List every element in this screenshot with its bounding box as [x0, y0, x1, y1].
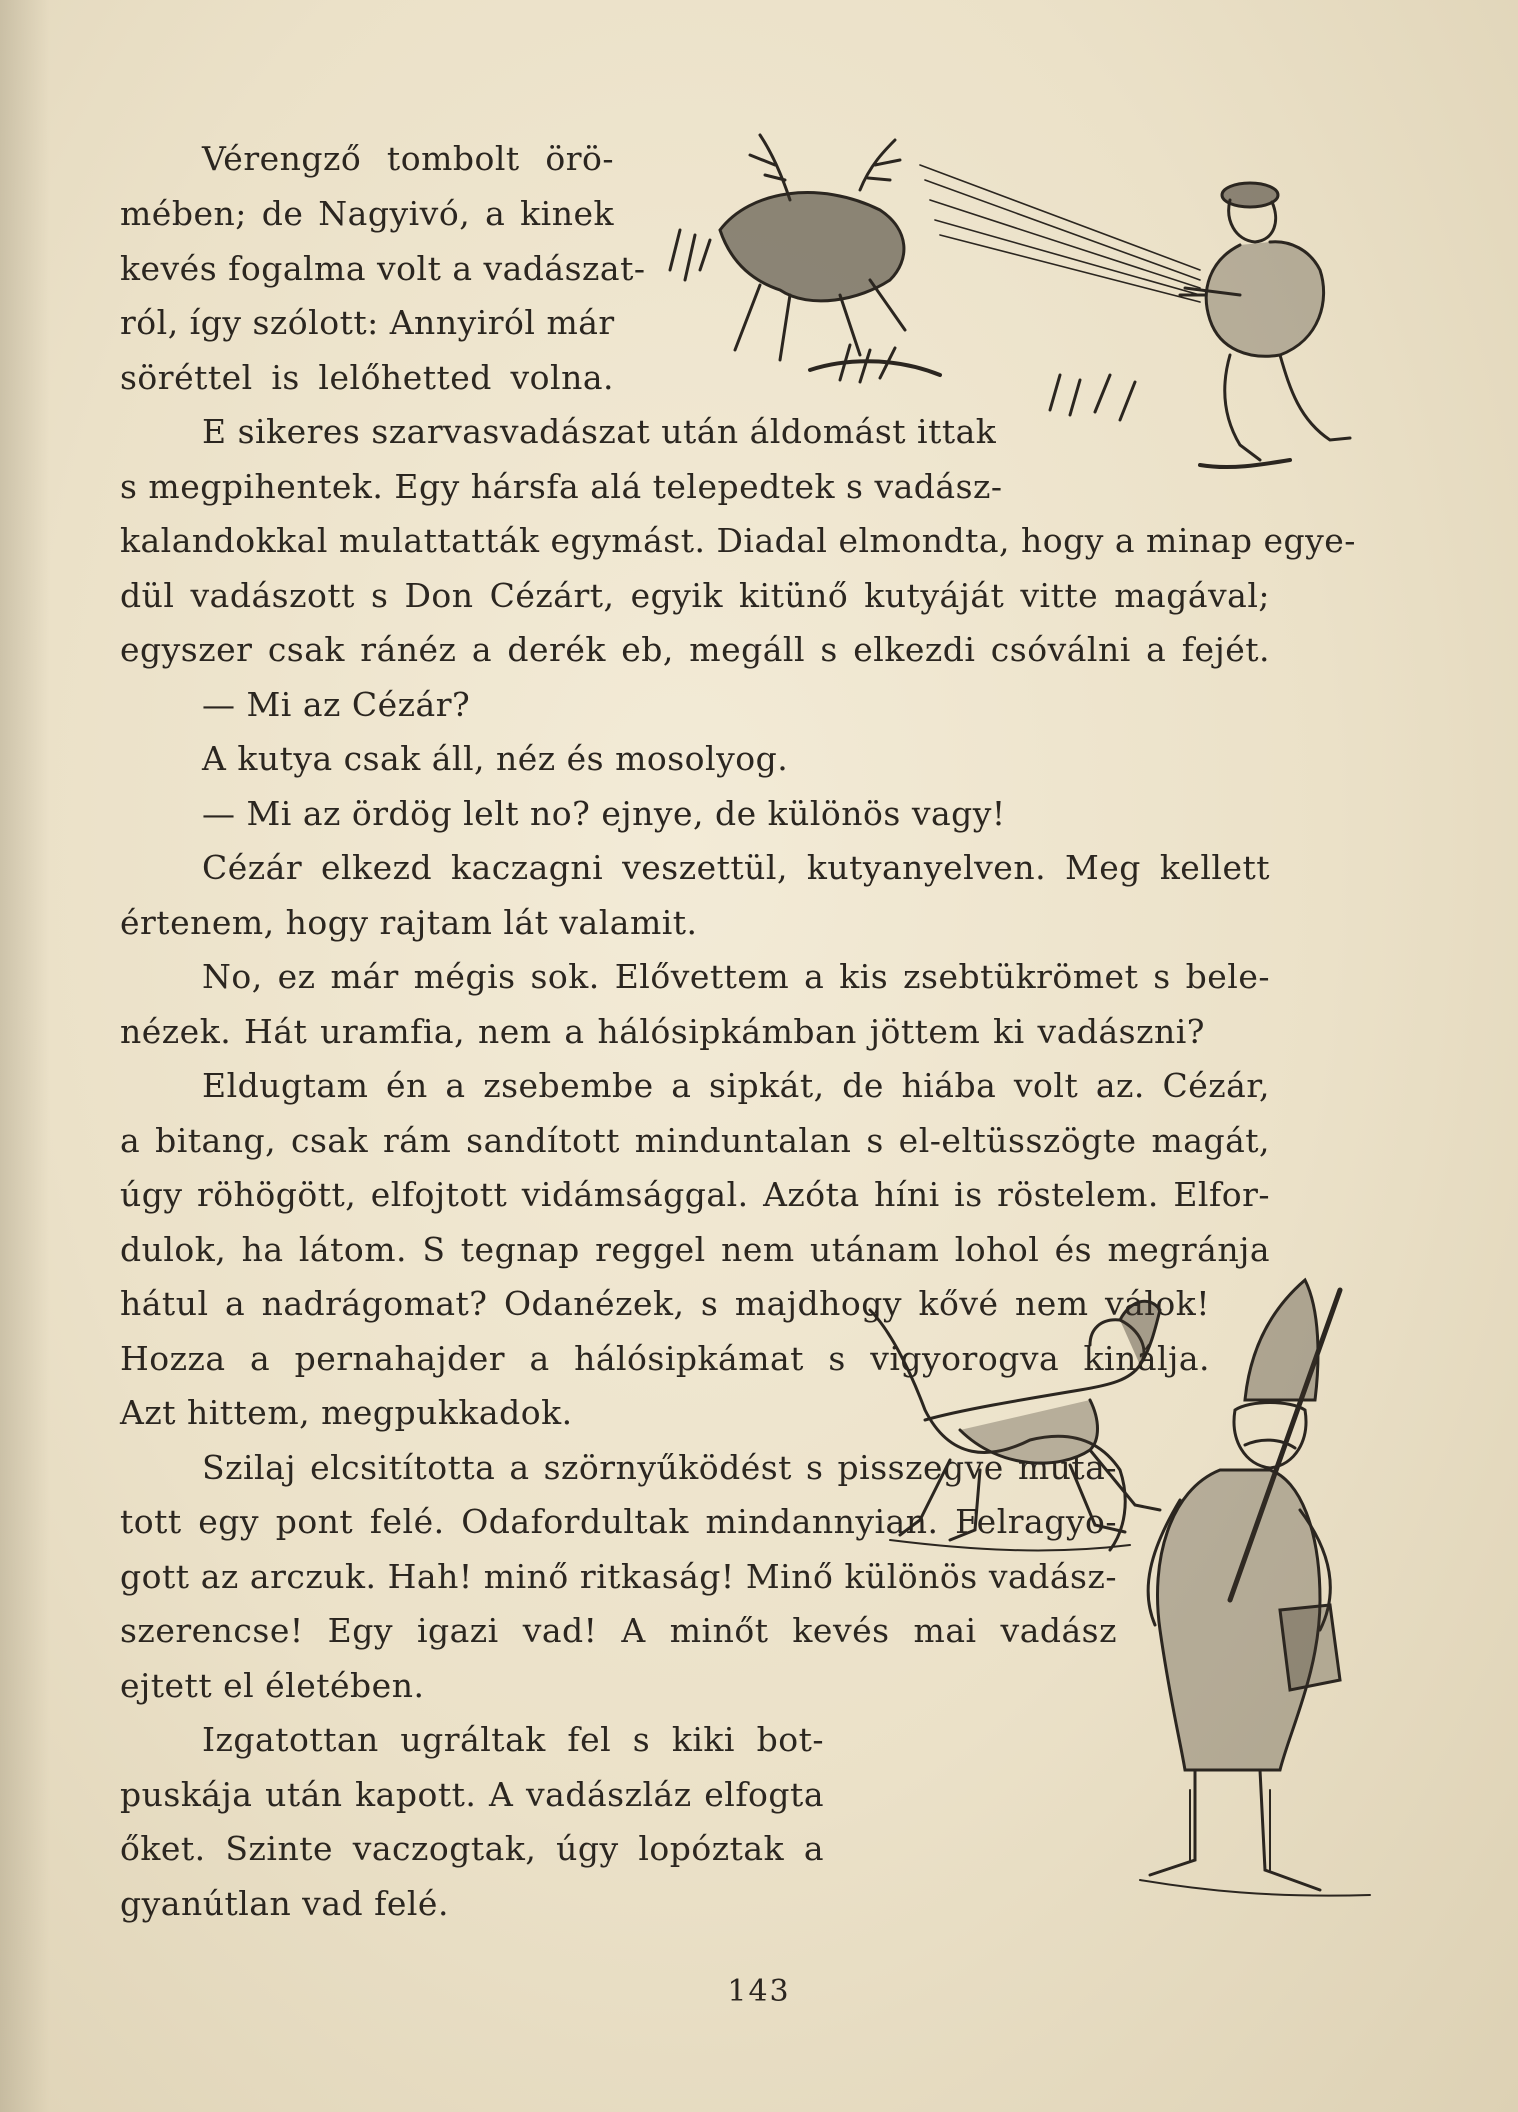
text-line-28: szerencse! Egy igazi vad! A minőt kevés mai vadász — [120, 1611, 1117, 1650]
text-line-25: Szilaj elcsitította a szörnyűködést s pisszegve muta- — [202, 1448, 1117, 1487]
text-line-13: — Mi az ördög lelt no? ejnye, de különös vagy! — [202, 794, 1006, 833]
page-number: 143 — [727, 1974, 791, 2009]
text-line-10: egyszer csak ránéz a derék eb, megáll s elkezdi csóválni a fejét. — [120, 630, 1270, 669]
text-line-19: a bitang, csak rám sandított minduntalan s el-eltüsszögte magát, — [120, 1121, 1270, 1160]
hunter-with-dog-drawing — [850, 1270, 1390, 1950]
text-line-5: söréttel is lelőhetted volna. — [120, 358, 614, 397]
text-line-14: Cézár elkezd kaczagni veszettül, kutyanyelven. Meg kellett — [202, 848, 1270, 887]
text-line-21: dulok, ha látom. S tegnap reggel nem utánam lohol és megránja — [120, 1230, 1270, 1269]
hunter-with-dog-illustration — [850, 1270, 1390, 1950]
text-line-23: Hozza a pernahajder a hálósipkámat s vigyorogva kinálja. — [120, 1339, 1210, 1378]
text-line-32: őket. Szinte vaczogtak, úgy lopóztak a — [120, 1829, 824, 1868]
text-line-7: s megpihentek. Egy hársfa alá telepedtek s vadász- — [120, 467, 1003, 506]
text-line-12: A kutya csak áll, néz és mosolyog. — [202, 739, 789, 778]
text-line-20: úgy röhögött, elfojtott vidámsággal. Azóta híni is röstelem. Elfor- — [120, 1175, 1270, 1214]
text-line-22: hátul a nadrágomat? Odanézek, s majdhogy kővé nem válok! — [120, 1284, 1210, 1323]
text-line-26: tott egy pont felé. Odafordultak mindannyian. Felragyo- — [120, 1502, 1117, 1541]
text-line-8: kalandokkal mulattatták egymást. Diadal elmondta, hogy a minap egye- — [120, 521, 1356, 560]
text-line-1: Vérengző tombolt örö- — [202, 139, 614, 178]
hunter-shooting-deer-illustration — [640, 120, 1380, 490]
text-line-9: dül vadászott s Don Cézárt, egyik kitünő kutyáját vitte magával; — [120, 576, 1270, 615]
text-line-27: gott az arczuk. Hah! minő ritkaság! Minő különös vadász- — [120, 1557, 1117, 1596]
text-line-33: gyanútlan vad felé. — [120, 1884, 449, 1923]
text-line-15: értenem, hogy rajtam lát valamit. — [120, 903, 698, 942]
text-line-11: — Mi az Cézár? — [202, 685, 471, 724]
text-line-24: Azt hittem, megpukkadok. — [120, 1393, 573, 1432]
text-line-17: nézek. Hát uramfia, nem a hálósipkámban jöttem ki vadászni? — [120, 1012, 1205, 1051]
text-line-2: mében; de Nagyivó, a kinek — [120, 194, 614, 233]
text-line-29: ejtett el életében. — [120, 1666, 425, 1705]
text-line-30: Izgatottan ugráltak fel s kiki bot- — [202, 1720, 824, 1759]
page-edge-shadow — [0, 0, 50, 2112]
text-line-6: E sikeres szarvasvadászat után áldomást ittak — [202, 412, 997, 451]
text-line-16: No, ez már mégis sok. Elővettem a kis zsebtükrömet s bele- — [202, 957, 1270, 996]
text-line-4: ról, így szólott: Annyiról már — [120, 303, 615, 342]
text-line-3: kevés fogalma volt a vadászat- — [120, 249, 646, 288]
hunter-shooting-deer-drawing — [640, 120, 1380, 490]
text-line-31: puskája után kapott. A vadászláz elfogta — [120, 1775, 824, 1814]
text-line-18: Eldugtam én a zsebembe a sipkát, de hiába volt az. Cézár, — [202, 1066, 1270, 1105]
